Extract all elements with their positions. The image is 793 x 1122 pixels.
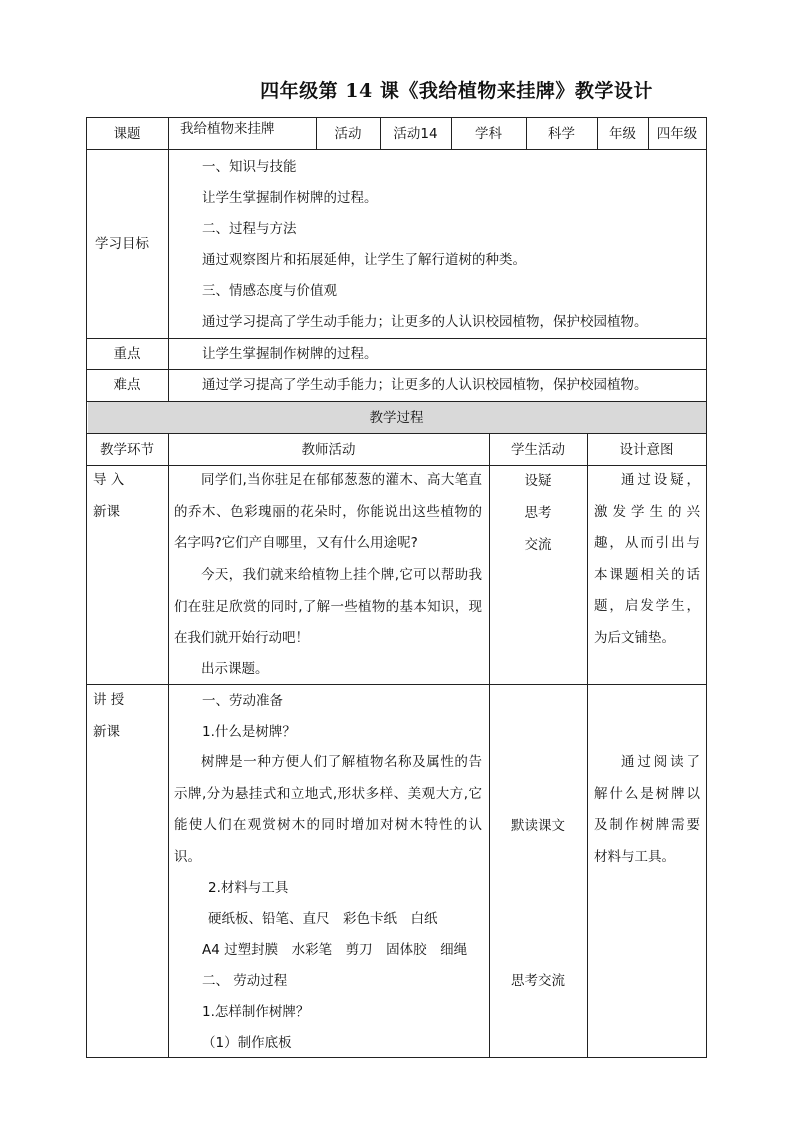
tree-sign-definition: 树牌是一种方便人们了解植物名称及属性的告示牌,分为悬挂式和立地式,形状多样、美观大方,它能使人们在观赏树木的同时增加对树木特性的认识。: [174, 754, 482, 865]
labour-process-heading: 二、 劳动过程: [202, 973, 288, 989]
column-header-student: 学生活动: [511, 442, 565, 458]
teach-stage: 讲 授 新课: [93, 692, 125, 740]
intro-teacher-paragraph: 同学们,当你驻足在郁郁葱葱的灌木、高大笔直的乔木、色彩瑰丽的花朵时，你能说出这些植物的名字吗?它们产自哪里，又有什么用途呢?: [174, 472, 482, 551]
course-value: 我给植物来挂牌: [180, 121, 275, 137]
subject-value: 科学: [548, 126, 575, 142]
objective-text: 让学生掌握制作树牌的过程。: [202, 190, 378, 206]
labour-prep-heading: 一、劳动准备: [202, 693, 283, 709]
table-rule: [86, 433, 707, 434]
course-label: 课题: [113, 126, 141, 142]
materials-line: A4 过塑封膜 水彩笔 剪刀 固体胶 细绳: [202, 942, 468, 958]
table-border: [86, 117, 707, 118]
table-rule: [168, 433, 169, 1058]
grade-value: 四年级: [656, 126, 698, 142]
activity-label: 活动: [334, 126, 362, 142]
activity-value: 活动14: [393, 126, 438, 142]
teach-intent: 通过阅读了解什么是树牌以及制作树牌需要材料与工具。: [594, 754, 700, 865]
table-border: [86, 117, 87, 1058]
teach-student-activity: 默读课文: [511, 818, 565, 834]
intro-teacher-paragraph: 出示课题。: [201, 661, 269, 677]
objective-heading: 二、过程与方法: [202, 221, 297, 237]
question-how-to-make: 1.怎样制作树牌？: [202, 1004, 310, 1020]
objective-text: 通过学习提高了学生动手能力；让更多的人认识校园植物，保护校园植物。: [202, 314, 648, 330]
difficulty-label: 难点: [113, 377, 141, 393]
objective-heading: 一、知识与技能: [202, 159, 297, 175]
key-point-label: 重点: [113, 346, 141, 362]
table-rule: [168, 117, 169, 402]
table-rule: [587, 433, 588, 1058]
table-rule: [86, 369, 707, 370]
intro-stage: 导 入 新课: [93, 472, 125, 520]
intro-intent: 通过设疑，激发学生的兴趣，从而引出与本课题相关的话题，启发学生，为后文铺垫。: [594, 472, 700, 646]
table-border: [706, 117, 707, 1058]
intro-teacher-paragraph: 今天，我们就来给植物上挂个牌,它可以帮助我们在驻足欣赏的同时,了解一些植物的基本知识，现在我们就开始行动吧！: [174, 567, 482, 646]
column-header-intent: 设计意图: [619, 442, 674, 458]
materials-line: 硬纸板、铅笔、直尺 彩色卡纸 白纸: [208, 911, 438, 927]
question-what-is-tree-sign: 1.什么是树牌？: [202, 724, 296, 740]
column-header-stage: 教学环节: [100, 442, 154, 458]
materials-heading: 2.材料与工具: [208, 880, 289, 896]
difficulty-value: 通过学习提高了学生动手能力；让更多的人认识校园植物，保护校园植物。: [202, 377, 648, 393]
process-header: 教学过程: [369, 410, 424, 426]
step-make-base: （1）制作底板: [202, 1035, 292, 1051]
table-rule: [86, 338, 707, 339]
table-rule: [86, 149, 707, 150]
grade-label: 年级: [609, 126, 636, 142]
table-rule: [489, 433, 490, 1058]
intro-student-activity: 交流: [524, 537, 552, 553]
intro-student-activity: 思考: [524, 505, 552, 521]
key-point-value: 让学生掌握制作树牌的过程。: [202, 346, 378, 362]
objectives-label: 学习目标: [95, 236, 149, 252]
objective-text: 通过观察图片和拓展延伸，让学生了解行道树的种类。: [202, 252, 526, 268]
column-header-teacher: 教师活动: [301, 442, 356, 458]
intro-student-activity: 设疑: [524, 473, 552, 489]
teach-student-activity: 思考交流: [511, 973, 565, 989]
table-rule: [86, 401, 707, 402]
document-title: 四年级第 14 课《我给植物来挂牌》教学设计: [260, 80, 653, 102]
table-border: [86, 1057, 707, 1058]
subject-label: 学科: [475, 126, 502, 142]
objective-heading: 三、情感态度与价值观: [202, 283, 337, 299]
